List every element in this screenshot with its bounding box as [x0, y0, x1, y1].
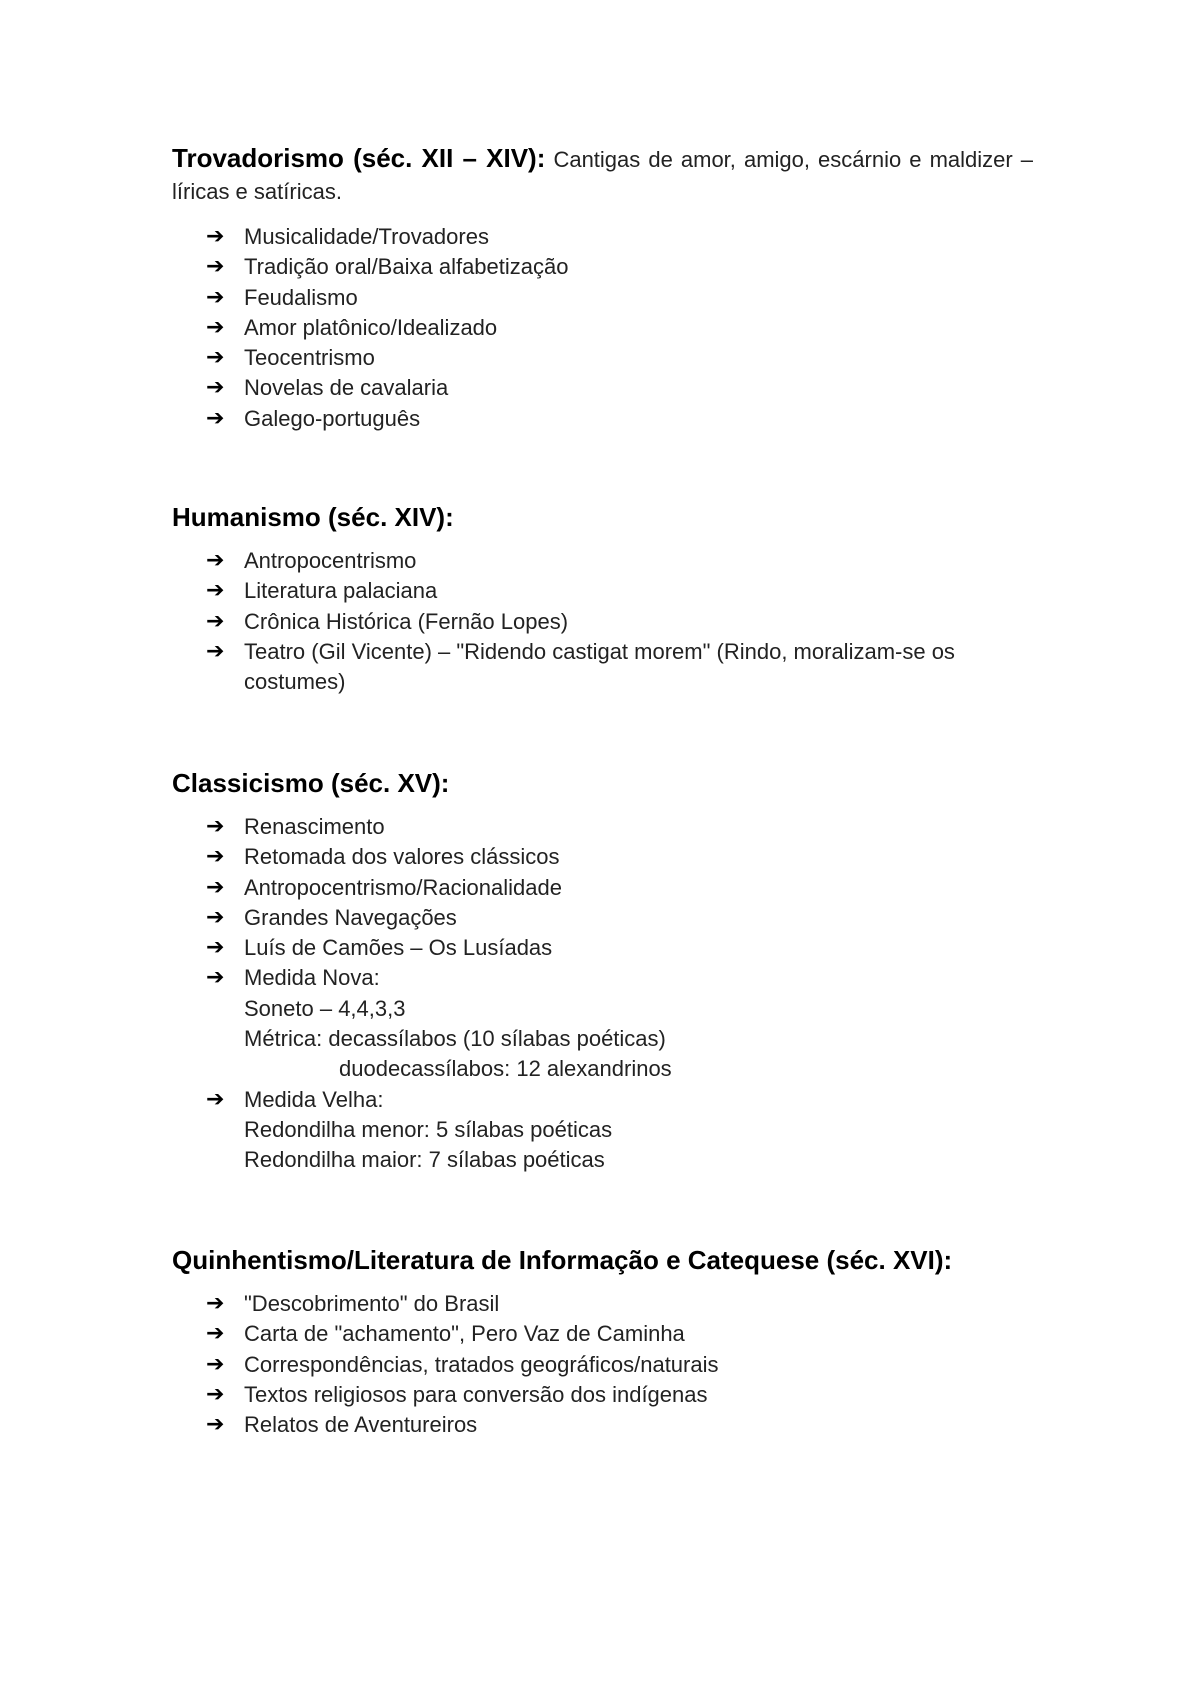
arrow-right-icon: ➔ — [206, 1412, 225, 1438]
list-item: ➔ Grandes Navegações — [172, 903, 1033, 933]
arrow-right-icon: ➔ — [206, 638, 225, 664]
arrow-right-icon: ➔ — [206, 608, 225, 634]
arrow-right-icon: ➔ — [206, 1321, 225, 1347]
list-item: ➔ Feudalismo — [172, 283, 1033, 313]
trovadorismo-description: Cantigas de amor, amigo, escárnio e maldizer – líricas e satíricas. — [172, 147, 1034, 204]
trovadorismo-heading: Trovadorismo (séc. XII – XIV): — [172, 143, 546, 173]
classicismo-heading: Classicismo (séc. XV): — [172, 768, 450, 798]
arrow-right-icon: ➔ — [206, 405, 225, 431]
list-item: ➔ Novelas de cavalaria — [172, 373, 1033, 403]
medida-nova-soneto: Soneto – 4,4,3,3 — [244, 995, 406, 1021]
arrow-right-icon: ➔ — [206, 1351, 225, 1377]
list-item: ➔ Renascimento — [172, 812, 1033, 842]
humanismo-heading: Humanismo (séc. XIV): — [172, 502, 454, 532]
arrow-right-icon: ➔ — [206, 904, 225, 930]
list-item: ➔ Luís de Camões – Os Lusíadas — [172, 933, 1033, 963]
list-item: ➔ Antropocentrismo/Racionalidade — [172, 873, 1033, 903]
list-item: ➔ Antropocentrismo — [172, 546, 1033, 576]
arrow-right-icon: ➔ — [206, 548, 225, 573]
list-item: ➔ Teocentrismo — [172, 343, 1033, 373]
arrow-right-icon: ➔ — [206, 1291, 225, 1316]
list-item: ➔ Relatos de Aventureiros — [172, 1410, 1033, 1440]
arrow-right-icon: ➔ — [206, 375, 225, 401]
section-quinhentismo — [172, 1243, 1033, 1440]
list-item: ➔ Correspondências, tratados geográficos/naturais — [172, 1350, 1033, 1380]
list-item: ➔ Crônica Histórica (Fernão Lopes) — [172, 607, 1033, 637]
list-item: ➔ Textos religiosos para conversão dos indígenas — [172, 1380, 1033, 1410]
medida-velha-maior: Redondilha maior: 7 sílabas poéticas — [244, 1147, 605, 1173]
arrow-right-icon: ➔ — [206, 965, 225, 991]
section-trovadorismo — [172, 142, 1033, 434]
list-item: ➔ Musicalidade/Trovadores — [172, 222, 1033, 252]
medida-nova-metrica: Métrica: decassílabos (10 sílabas poéticas) — [244, 1026, 666, 1052]
medida-nova-duodecassilabos: duodecassílabos: 12 alexandrinos — [339, 1056, 672, 1082]
arrow-right-icon: ➔ — [206, 284, 225, 310]
list-item-medida-velha — [172, 1085, 1033, 1176]
arrow-right-icon: ➔ — [206, 1381, 225, 1407]
classicismo-list — [172, 812, 1033, 1176]
quinhentismo-list — [172, 1289, 1033, 1440]
trovadorismo-intro — [172, 142, 1033, 208]
arrow-right-icon: ➔ — [206, 345, 225, 371]
section-humanismo — [172, 500, 1033, 697]
list-item: ➔ Carta de "achamento", Pero Vaz de Caminha — [172, 1319, 1033, 1349]
list-item: ➔ Tradição oral/Baixa alfabetização — [172, 252, 1033, 282]
medida-velha-menor: Redondilha menor: 5 sílabas poéticas — [244, 1116, 613, 1142]
list-item: ➔ Galego-português — [172, 404, 1033, 434]
trovadorismo-list — [172, 222, 1033, 434]
list-item: ➔ "Descobrimento" do Brasil — [172, 1289, 1033, 1319]
quinhentismo-heading: Quinhentismo/Literatura de Informação e Catequese (séc. XVI): — [172, 1245, 953, 1275]
arrow-right-icon: ➔ — [206, 578, 225, 604]
arrow-right-icon: ➔ — [206, 254, 225, 280]
section-classicismo — [172, 766, 1033, 1176]
arrow-right-icon: ➔ — [206, 844, 225, 870]
humanismo-list — [172, 546, 1033, 697]
arrow-right-icon: ➔ — [206, 224, 225, 249]
list-item: ➔ Literatura palaciana — [172, 576, 1033, 606]
arrow-right-icon: ➔ — [206, 874, 225, 900]
arrow-right-icon: ➔ — [206, 814, 225, 839]
list-item: ➔ Retomada dos valores clássicos — [172, 842, 1033, 872]
medida-nova-label: Medida Nova: — [244, 965, 380, 991]
list-item-medida-nova — [172, 963, 1033, 1084]
list-item: ➔ Teatro (Gil Vicente) – "Ridendo castigat morem" (Rindo, moralizam-se os costumes) — [206, 638, 955, 695]
medida-velha-label: Medida Velha: — [244, 1086, 384, 1112]
arrow-right-icon: ➔ — [206, 935, 225, 961]
arrow-right-icon: ➔ — [206, 1086, 225, 1112]
arrow-right-icon: ➔ — [206, 314, 225, 340]
list-item: ➔ Amor platônico/Idealizado — [172, 313, 1033, 343]
